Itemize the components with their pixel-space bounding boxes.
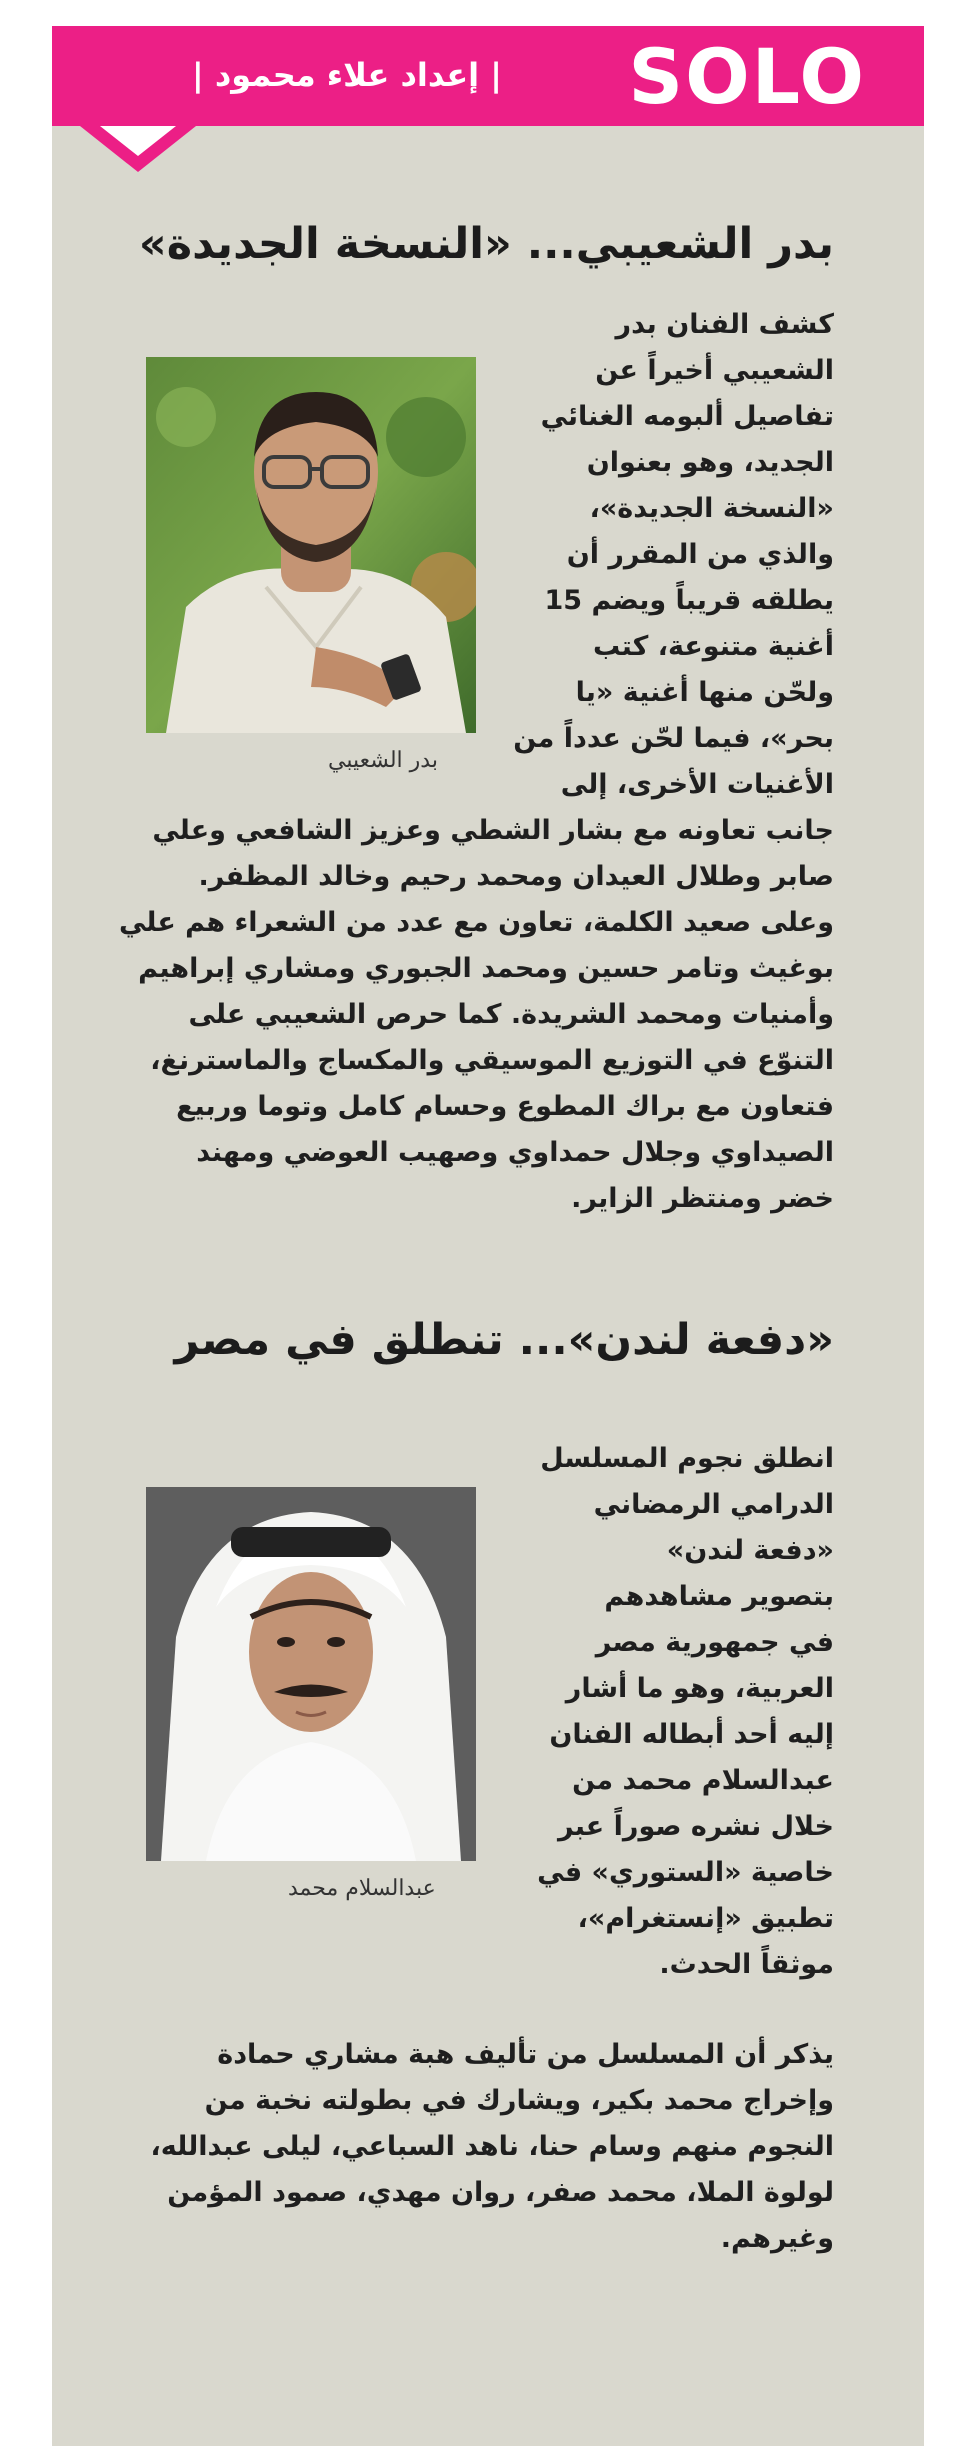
article1-body-beside [414,302,834,808]
text-line: «دفعة لندن» [666,1535,834,1566]
text-line: كشف الفنان بدر [615,309,834,340]
article2-body-full [114,2032,834,2262]
article1-photo [146,357,476,733]
text-line: في جمهورية مصر [595,1627,834,1658]
text-line: العربية، وهو ما أشار [565,1673,834,1704]
text-line: يطلقه قريباً ويضم 15 [544,585,834,616]
text-line: أغنية متنوعة، كتب [593,631,834,662]
text-line: فتعاون مع براك المطوع وحسام كامل وتوما وربيع [176,1091,834,1122]
portrait-photo-icon [146,1487,476,1861]
text-line: والذي من المقرر أن [566,539,834,570]
text-line: جانب تعاونه مع بشار الشطي وعزيز الشافعي وعلي [152,815,834,846]
text-line: موثقاً الحدث. [659,1949,834,1980]
text-line: خضر ومنتظر الزاير. [571,1183,834,1214]
text-line: بتصوير مشاهدهم [604,1581,834,1612]
text-line: خلال نشره صوراً عبر [557,1811,834,1842]
text-line: إليه أحد أبطاله الفنان [549,1719,834,1750]
text-line: عبدالسلام محمد من [572,1765,834,1796]
article1-body-full [114,808,834,1222]
text-line: وأمنيات ومحمد الشريدة. كما حرص الشعيبي على [188,999,834,1030]
byline: | إعداد علاء محمود | [192,56,502,94]
article1-caption: بدر الشعيبي [328,748,438,773]
text-line: الدرامي الرمضاني [593,1489,834,1520]
solo-logo: SOLO [628,32,866,121]
text-line: تفاصيل ألبومه الغنائي [540,401,834,432]
article2-photo [146,1487,476,1861]
text-line: ولحّن منها أغنية «يا [575,677,834,708]
text-line: تطبيق «إنستغرام»، [577,1903,834,1934]
section-header [52,26,924,126]
article2-caption: عبدالسلام محمد [288,1876,436,1901]
text-line: يذكر أن المسلسل من تأليف هبة مشاري حمادة [217,2039,834,2070]
text-line: وعلى صعيد الكلمة، تعاون مع عدد من الشعراء هم علي [118,907,834,938]
text-line: وغيرهم. [720,2223,834,2254]
text-line: الشعيبي أخيراً عن [595,355,834,386]
article2-title: «دفعة لندن»... تنطلق في مصر [174,1315,834,1365]
text-line: بحر»، فيما لحّن عدداً من [513,723,834,754]
text-line: انطلق نجوم المسلسل [540,1443,834,1474]
text-line: الصيداوي وجلال حمداوي وصهيب العوضي ومهند [196,1137,834,1168]
text-line: بوغيث وتامر حسين ومحمد الجبوري ومشاري إبراهيم [138,953,834,984]
text-line: خاصية «الستوري» في [537,1857,834,1888]
text-line: «النسخة الجديدة»، [589,493,834,524]
text-line: التنوّع في التوزيع الموسيقي والمكساج والماسترنغ، [150,1045,834,1076]
text-line: صابر وطلال العيدان ومحمد رحيم وخالد المظفر. [198,861,834,892]
text-line: النجوم منهم وسام حنا، ناهد السباعي، ليلى عبدالله، [150,2131,834,2162]
portrait-photo-icon [146,357,476,733]
article2-body-beside [414,1436,834,1988]
header-notch-inner [100,126,176,156]
text-line: وإخراج محمد بكير، ويشارك في بطولته نخبة من [204,2085,834,2116]
text-line: الجديد، وهو بعنوان [586,447,834,478]
text-line: الأغنيات الأخرى، إلى [560,769,834,800]
text-line: لولوة الملا، محمد صفر، روان مهدي، صمود المؤمن [167,2177,834,2208]
article1-title: بدر الشعيبي... «النسخة الجديدة» [138,219,834,269]
